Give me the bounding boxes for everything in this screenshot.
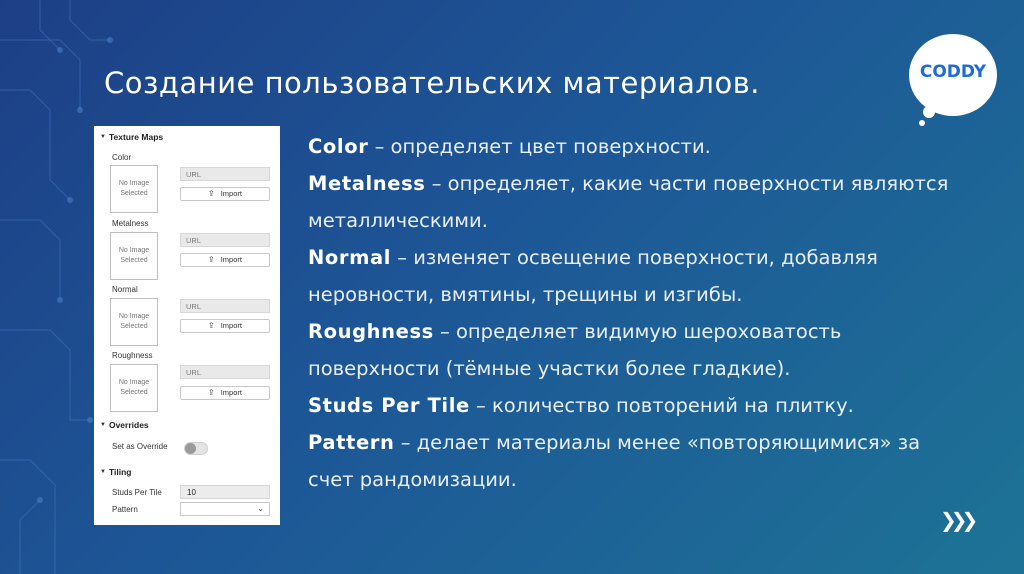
url-input-normal[interactable]: URL bbox=[180, 299, 270, 313]
import-button-roughness[interactable]: ⇪ Import bbox=[180, 386, 270, 400]
map-label-color: Color bbox=[112, 153, 132, 162]
import-button-metalness[interactable]: ⇪ Import bbox=[180, 253, 270, 267]
desc-roughness: Roughness – определяет видимую шероховатость поверхности (тёмные участки более гладкие). bbox=[308, 320, 842, 380]
map-label-roughness: Roughness bbox=[112, 351, 153, 360]
url-input-metalness[interactable]: URL bbox=[180, 233, 270, 247]
toggle-knob bbox=[185, 443, 196, 454]
map-thumbnail-normal[interactable]: No Image Selected bbox=[110, 298, 158, 346]
upload-icon: ⇪ bbox=[208, 255, 215, 264]
set-as-override-label: Set as Override bbox=[112, 442, 168, 451]
map-thumbnail-metalness[interactable]: No Image Selected bbox=[110, 232, 158, 280]
upload-icon: ⇪ bbox=[208, 189, 215, 198]
material-properties-panel bbox=[94, 126, 280, 525]
coddy-logo bbox=[905, 30, 997, 130]
import-button-normal[interactable]: ⇪ Import bbox=[180, 319, 270, 333]
import-button-color[interactable]: ⇪ Import bbox=[180, 187, 270, 201]
desc-normal: Normal – изменяет освещение поверхности, добавляя неровности, вмятины, трещины и изгибы. bbox=[308, 246, 878, 306]
map-thumbnail-color[interactable]: No Image Selected bbox=[110, 165, 158, 213]
pattern-select[interactable] bbox=[180, 502, 270, 516]
studs-per-tile-input[interactable]: 10 bbox=[180, 485, 270, 499]
desc-color: Color – определяет цвет поверхности. bbox=[308, 135, 711, 158]
logo-dot bbox=[919, 120, 925, 126]
studs-per-tile-label: Studs Per Tile bbox=[112, 488, 162, 497]
overrides-header[interactable]: ▼ Overrides bbox=[100, 420, 149, 430]
texture-maps-header[interactable]: ▼ Texture Maps bbox=[100, 132, 164, 142]
map-thumbnail-roughness[interactable]: No Image Selected bbox=[110, 364, 158, 412]
desc-pattern: Pattern – делает материалы менее «повторяющимися» за счет рандомизации. bbox=[308, 431, 921, 491]
collapse-triangle-icon: ▼ bbox=[100, 422, 106, 428]
logo-dot bbox=[923, 106, 935, 118]
upload-icon: ⇪ bbox=[208, 388, 215, 397]
desc-studs-per-tile: Studs Per Tile – количество повторений на плитку. bbox=[308, 394, 854, 417]
slide-title: Создание пользовательских материалов. bbox=[104, 66, 761, 100]
url-input-color[interactable]: URL bbox=[180, 167, 270, 181]
set-as-override-toggle[interactable] bbox=[184, 442, 208, 455]
tiling-header[interactable]: ▼ Tiling bbox=[100, 467, 132, 477]
url-input-roughness[interactable]: URL bbox=[180, 365, 270, 379]
logo-text: CODDY bbox=[919, 62, 987, 82]
pattern-label: Pattern bbox=[112, 505, 138, 514]
chevron-down-icon: ⌄ bbox=[257, 504, 264, 513]
double-chevron-right-icon[interactable]: ❯❯❯ bbox=[940, 508, 973, 532]
desc-metalness: Metalness – определяет, какие части поверхности являются металлическими. bbox=[308, 172, 949, 232]
collapse-triangle-icon: ▼ bbox=[100, 134, 106, 140]
collapse-triangle-icon: ▼ bbox=[100, 469, 106, 475]
map-label-normal: Normal bbox=[112, 285, 138, 294]
property-descriptions bbox=[308, 128, 968, 498]
map-label-metalness: Metalness bbox=[112, 219, 149, 228]
upload-icon: ⇪ bbox=[208, 321, 215, 330]
